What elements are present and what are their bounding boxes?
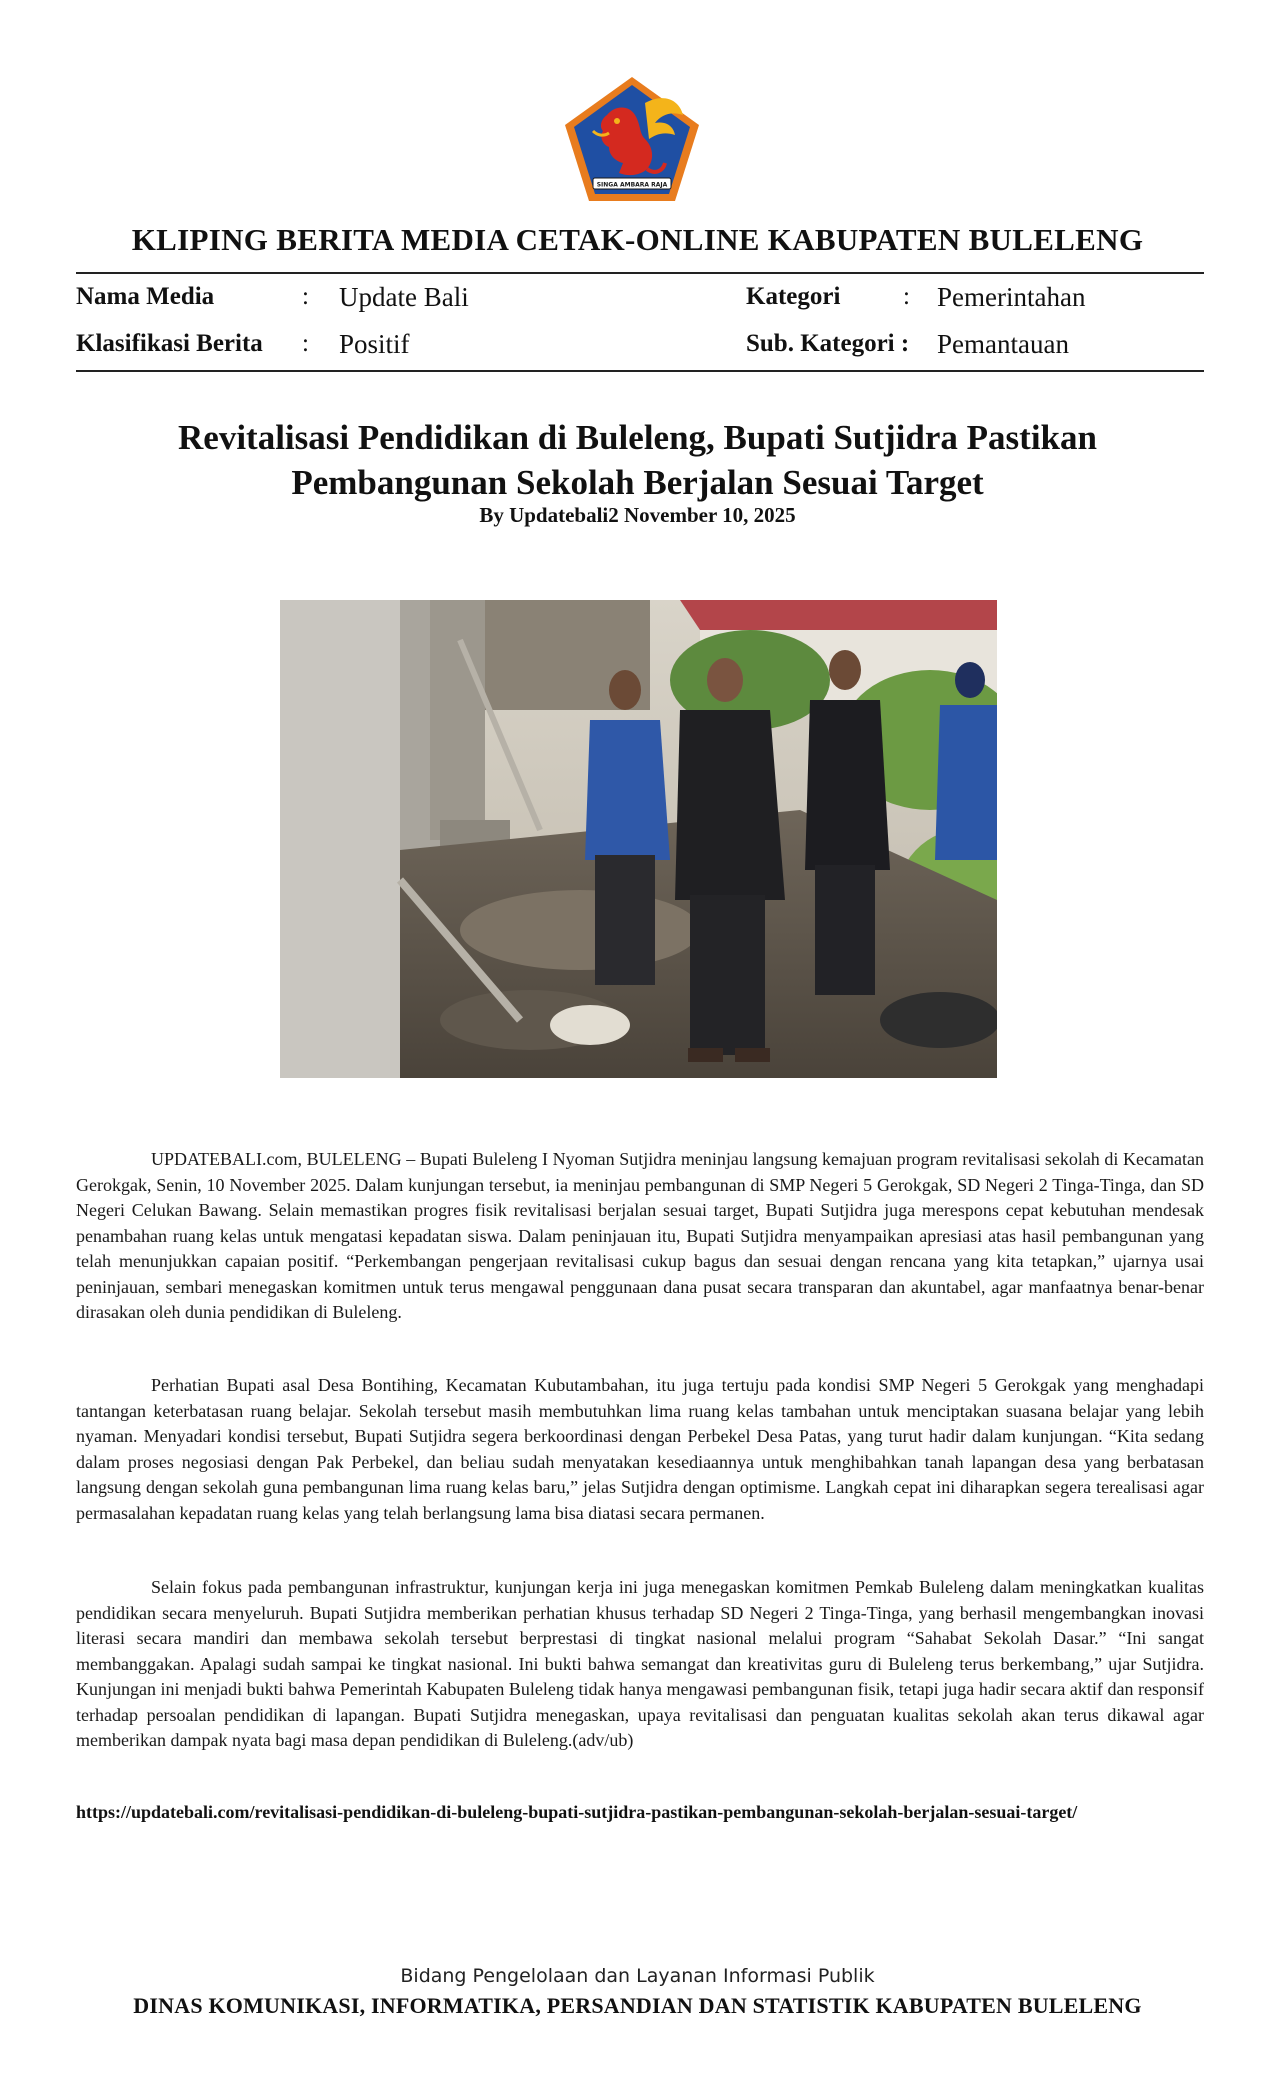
bottom-divider bbox=[76, 370, 1204, 372]
footer-agency: DINAS KOMUNIKASI, INFORMATIKA, PERSANDIAN DAN STATISTIK KABUPATEN BULELENG bbox=[133, 1993, 1142, 2018]
category-label: Kategori bbox=[746, 283, 841, 310]
media-value: Update Bali bbox=[339, 282, 469, 312]
document-title: KLIPING BERITA MEDIA CETAK-ONLINE KABUPATEN BULELENG bbox=[131, 222, 1144, 257]
media-colon: : bbox=[302, 283, 309, 310]
article-paragraph-2: Perhatian Bupati asal Desa Bontihing, Kecamatan Kubutambahan, itu juga tertuju pada kondisi SMP Negeri 5 Gerokgak yang menghadapi tantangan keterbatasan ruang belajar. Sekolah tersebut masih membutuhkan lima ruang kelas tambahan untuk menciptakan suasana belajar yang lebih nyaman. Menyadari kondisi tersebut, Bupati Sutjidra segera berkoordinasi dengan Perbekel Desa Patas, yang turut hadir dalam kunjungan. “Kita sedang dalam proses negosiasi dengan Pak Perbekel, dan beliau sudah menyatakan kesediaannya untuk menghibahkan tanah lapangan desa yang berbatasan langsung dengan sekolah guna pembangunan lima ruang kelas baru,” jelas Sutjidra dengan optimisme. Langkah cepat ini diharapkan segera terealisasi agar permasalahan kepadatan ruang kelas yang telah berlangsung lama bisa diatasi secara permanen. bbox=[76, 1375, 1204, 1523]
article-byline: By Updatebali2 November 10, 2025 bbox=[479, 503, 796, 527]
media-label: Nama Media bbox=[76, 283, 215, 310]
article-paragraph-1: UPDATEBALI.com, BULELENG – Bupati Buleleng I Nyoman Sutjidra meninjau langsung kemajuan program revitalisasi sekolah di Kecamatan Gerokgak, Senin, 10 November 2025. Dalam kunjungan tersebut, ia meninjau pembangunan di SMP Negeri 5 Gerokgak, SD Negeri 2 Tinga-Tinga, dan SD Negeri Celukan Bawang. Selain memastikan progres fisik revitalisasi berjalan sesuai target, Bupati Sutjidra juga merespons cepat kebutuhan mendesak penambahan ruang kelas untuk mengatasi kepadatan siswa. Dalam peninjauan itu, Bupati Sutjidra menyampaikan apresiasi atas hasil pembangunan yang telah menunjukkan capaian positif. “Perkembangan pengerjaan revitalisasi cukup bagus dan sesuai dengan rencana yang kita tetapkan,” ujarnya usai peninjauan, sembari menegaskan komitmen untuk terus mengawal penggunaan dana pusat secara transparan dan akuntabel, agar manfaatnya benar-benar dirasakan oleh dunia pendidikan di Buleleng. bbox=[76, 1149, 1204, 1322]
emblem-motto: SINGA AMBARA RAJA bbox=[596, 181, 668, 189]
article-photo bbox=[280, 600, 997, 1078]
headline-line-1: Revitalisasi Pendidikan di Buleleng, Bupati Sutjidra Pastikan bbox=[178, 418, 1097, 457]
article-headline bbox=[100, 415, 1175, 505]
subcategory-label: Sub. Kategori : bbox=[746, 330, 910, 357]
subcategory-value: Pemantauan bbox=[937, 329, 1069, 359]
buleleng-emblem-logo bbox=[563, 75, 701, 203]
site-visit-photo-icon bbox=[280, 600, 997, 1078]
headline-line-2: Pembangunan Sekolah Berjalan Sesuai Target bbox=[291, 463, 984, 502]
source-url: https://updatebali.com/revitalisasi-pendidikan-di-buleleng-bupati-sutjidra-pastikan-pembangunan-sekolah-berjalan-sesuai-target/ bbox=[76, 1802, 1078, 1822]
top-divider bbox=[76, 272, 1204, 274]
footer-department: Bidang Pengelolaan dan Layanan Informasi Publik bbox=[400, 1965, 875, 1987]
article-paragraph-3: Selain fokus pada pembangunan infrastruktur, kunjungan kerja ini juga menegaskan komitmen Pemkab Buleleng dalam meningkatkan kualitas pendidikan secara menyeluruh. Bupati Sutjidra memberikan perhatian khusus terhadap SD Negeri 2 Tinga-Tinga, yang berhasil mengembangkan inovasi literasi secara mandiri dan membawa sekolah tersebut berprestasi di tingkat nasional melalui program “Sahabat Sekolah Dasar.” “Ini sangat membanggakan. Apalagi sudah sampai ke tingkat nasional. Ini bukti bahwa semangat dan kreativitas guru di Buleleng terus berkembang,” ujar Sutjidra. Kunjungan ini menjadi bukti bahwa Pemerintah Kabupaten Buleleng tidak hanya mengawasi pembangunan fisik, tetapi juga hadir secara aktif dan responsif terhadap persoalan pendidikan di lapangan. Bupati Sutjidra menegaskan, upaya revitalisasi dan penguatan kualitas sekolah akan terus dikawal agar memberikan dampak nyata bagi masa depan pendidikan di Buleleng.(adv/ub) bbox=[76, 1577, 1204, 1750]
classification-value: Positif bbox=[339, 329, 410, 359]
emblem-icon bbox=[563, 75, 701, 203]
classification-label: Klasifikasi Berita bbox=[76, 330, 263, 357]
category-colon: : bbox=[903, 283, 910, 310]
classification-colon: : bbox=[302, 330, 309, 357]
category-value: Pemerintahan bbox=[937, 282, 1086, 312]
